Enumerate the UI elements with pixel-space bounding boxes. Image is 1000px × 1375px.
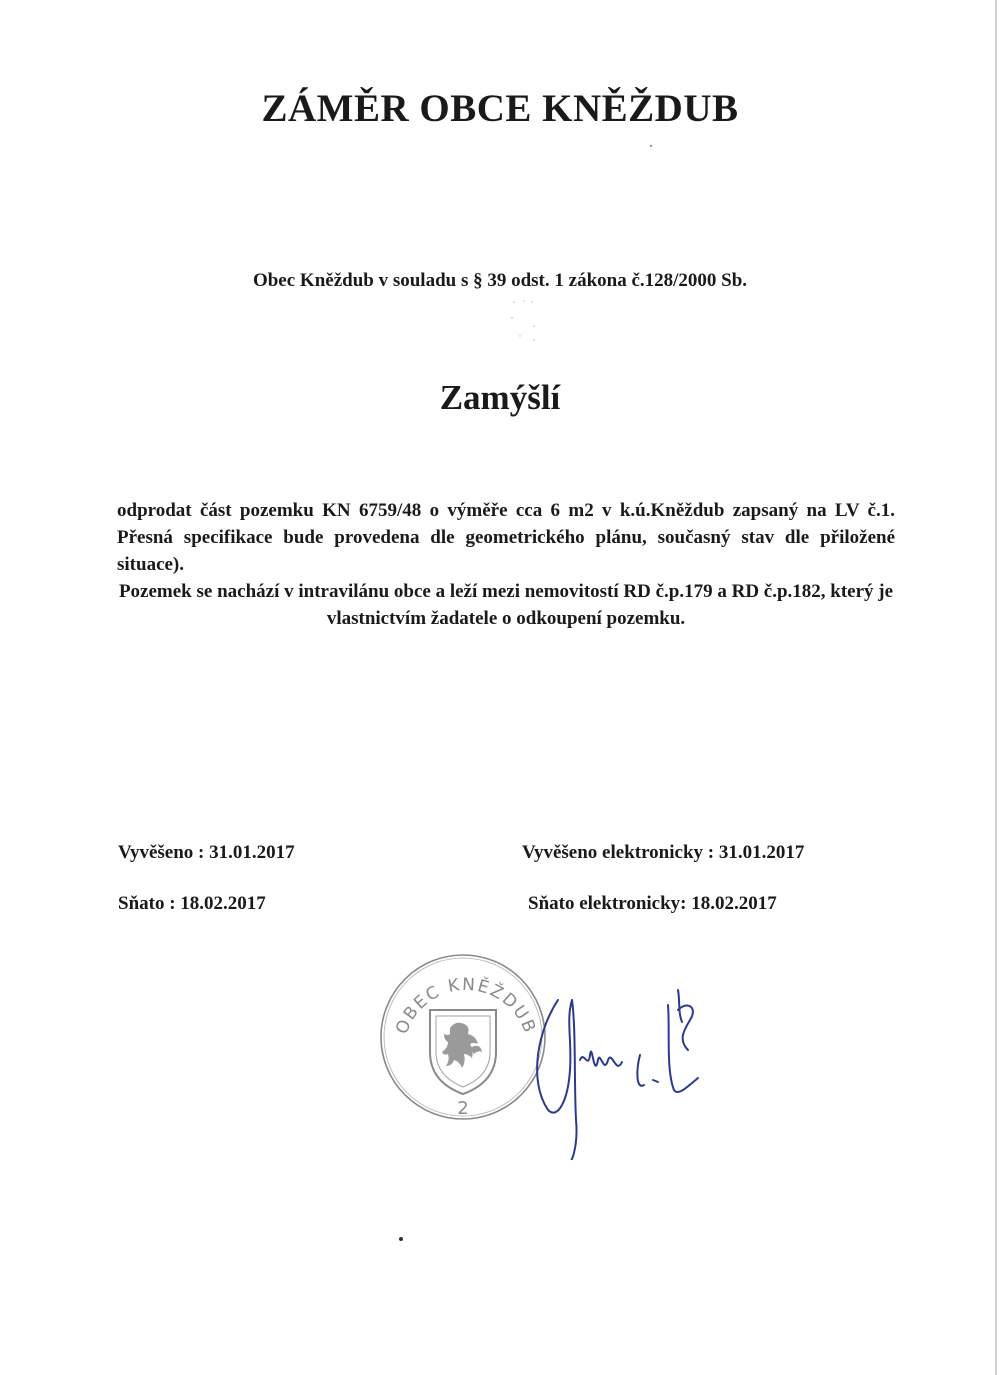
intent-heading: Zamýšlí: [439, 378, 561, 417]
removed-electronic-date: Sňato elektronicky: 18.02.2017: [528, 893, 777, 914]
scan-speck: [650, 145, 652, 147]
stamp-text: OBEC KNĚŽDUB: [392, 974, 540, 1038]
document-title: ZÁMĚR OBCE KNĚŽDUB: [261, 87, 739, 130]
notice-body: [117, 497, 895, 632]
legal-basis: Obec Kněždub v souladu s § 39 odst. 1 zákona č.128/2000 Sb.: [252, 270, 748, 291]
page-edge: [995, 0, 997, 1375]
stamp-number: 2: [457, 1098, 469, 1119]
notice-paragraph-1: odprodat část pozemku KN 6759/48 o výměře cca 6 m2 v k.ú.Kněždub zapsaný na LV č.1. Přesná specifikace bude provedena dle geometrického plánu, současný stav dle přiložené situace).: [117, 500, 895, 575]
municipal-stamp: [378, 952, 548, 1122]
posted-electronic-date: Vyvěšeno elektronicky : 31.01.2017: [522, 842, 805, 863]
scan-dot: [399, 1237, 403, 1241]
posted-date: Vyvěšeno : 31.01.2017: [118, 842, 295, 863]
signature: [528, 960, 728, 1160]
removed-date: Sňato : 18.02.2017: [118, 893, 266, 914]
notice-paragraph-2: Pozemek se nachází v intravilánu obce a leží mezi nemovitostí RD č.p.179 a RD č.p.182, který je vlastnictvím žadatele o odkoupení pozemku.: [118, 581, 894, 629]
scan-specks: [510, 300, 540, 350]
